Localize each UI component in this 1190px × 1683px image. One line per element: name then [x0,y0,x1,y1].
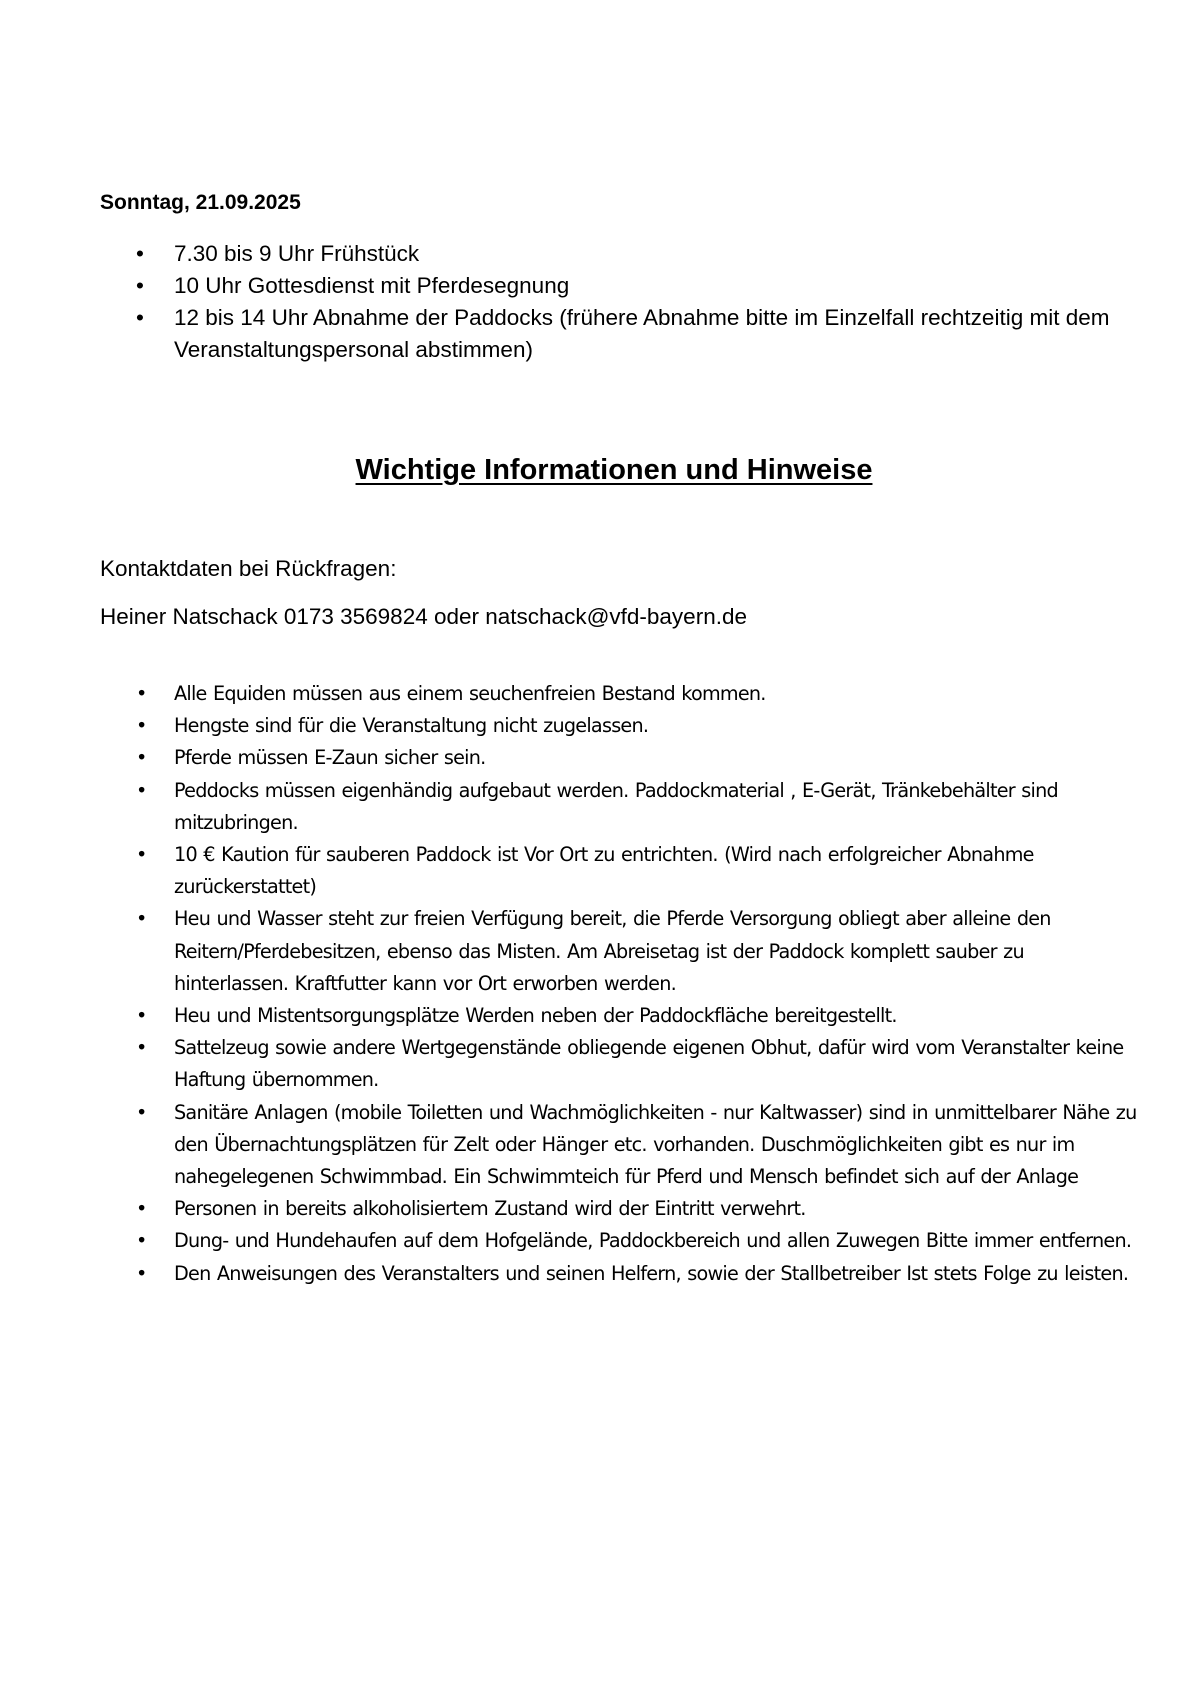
bullet-icon: • [136,1100,147,1124]
list-item [100,1000,1140,1032]
bullet-icon: • [136,1004,147,1028]
bullet-icon: • [136,241,144,266]
list-item [100,1097,1140,1194]
bullet-icon: • [136,305,144,330]
list-item [100,1193,1140,1225]
list-item-text: Peddocks müssen eigenhändig aufgebaut werden. Paddockmaterial , E-Gerät, Tränkebehälter sind mitzubringen. [174,778,1058,834]
bullet-icon: • [136,273,144,298]
bullet-icon: • [136,1229,147,1253]
bullet-icon: • [136,682,147,705]
contact-label: Kontaktdaten bei Rückfragen: [100,556,397,581]
bullet-icon: • [136,907,147,931]
list-item-text: Hengste sind für die Veranstaltung nicht zugelassen. [174,714,649,738]
list-item-text: Heu und Mistentsorgungsplätze Werden neben der Paddockfläche bereitgestellt. [174,1004,897,1028]
schedule-item-text: 10 Uhr Gottesdienst mit Pferdesegnung [174,273,570,298]
bullet-icon: • [136,1261,147,1285]
bullet-icon: • [136,1036,147,1060]
list-item [100,1032,1140,1096]
list-item [100,1258,1140,1290]
section-title: Wichtige Informationen und Hinweise [355,454,873,486]
list-item [100,775,1140,839]
list-item-text: Dung- und Hundehaufen auf dem Hofgelände, Paddockbereich und allen Zuwegen Bitte immer entfernen. [174,1229,1132,1253]
list-item [100,1225,1140,1257]
list-item-text: Heu und Wasser steht zur freien Verfügung bereit, die Pferde Versorgung obliegt aber alleine den Reitern/Pferdebesitzen, ebenso das Misten. Am Abreisetag ist der Paddock komplett sauber zu hinterlassen. Kraftfutter kann vor Ort erworben werden. [174,907,1051,995]
bullet-icon: • [136,843,147,867]
list-item-text: Sattelzeug sowie andere Wertgegenstände obliegende eigenen Obhut, dafür wird vom Veranstalter keine Haftung übernommen. [174,1036,1124,1092]
schedule-item [100,302,1140,366]
bullet-icon: • [136,746,147,770]
schedule-item [100,238,1140,270]
list-item-text: Alle Equiden müssen aus einem seuchenfreien Bestand kommen. [174,682,766,705]
list-item [100,678,1140,710]
contact-line: Heiner Natschack 0173 3569824 oder natschack@vfd-bayern.de [100,604,747,629]
schedule-item [100,270,1140,302]
list-item-text: Personen in bereits alkoholisiertem Zustand wird der Eintritt verwehrt. [174,1197,806,1221]
list-item [100,903,1140,1000]
bullet-icon: • [136,714,147,738]
list-item [100,839,1140,903]
list-item [100,742,1140,774]
schedule-item-text: 7.30 bis 9 Uhr Frühstück [174,241,420,266]
list-item-text: 10 € Kaution für sauberen Paddock ist Vor Ort zu entrichten. (Wird nach erfolgreicher Abnahme zurückerstattet) [174,843,1034,899]
schedule-list [100,238,1140,366]
list-item [100,710,1140,742]
list-item-text: Pferde müssen E-Zaun sicher sein. [174,746,486,770]
schedule-item-text: 12 bis 14 Uhr Abnahme der Paddocks (frühere Abnahme bitte im Einzelfall rechtzeitig mit dem Veranstaltungspersonal abstimmen) [174,305,1110,362]
list-item-text: Sanitäre Anlagen (mobile Toiletten und Wachmöglichkeiten - nur Kaltwasser) sind in unmittelbarer Nähe zu den Übernachtungsplätzen für Zelt oder Hänger etc. vorhanden. Duschmöglichkeiten gibt es nur im nahegelegenen Schwimmbad. Ein Schwimmteich für Pferd und Mensch befindet sich auf der Anlage [174,1100,1137,1189]
rules-list [100,678,1140,1290]
list-item-text: Den Anweisungen des Veranstalters und seinen Helfern, sowie der Stallbetreiber Ist stets Folge zu leisten. [174,1261,1129,1285]
day-heading: Sonntag, 21.09.2025 [100,191,301,214]
bullet-icon: • [136,778,147,802]
bullet-icon: • [136,1197,147,1221]
